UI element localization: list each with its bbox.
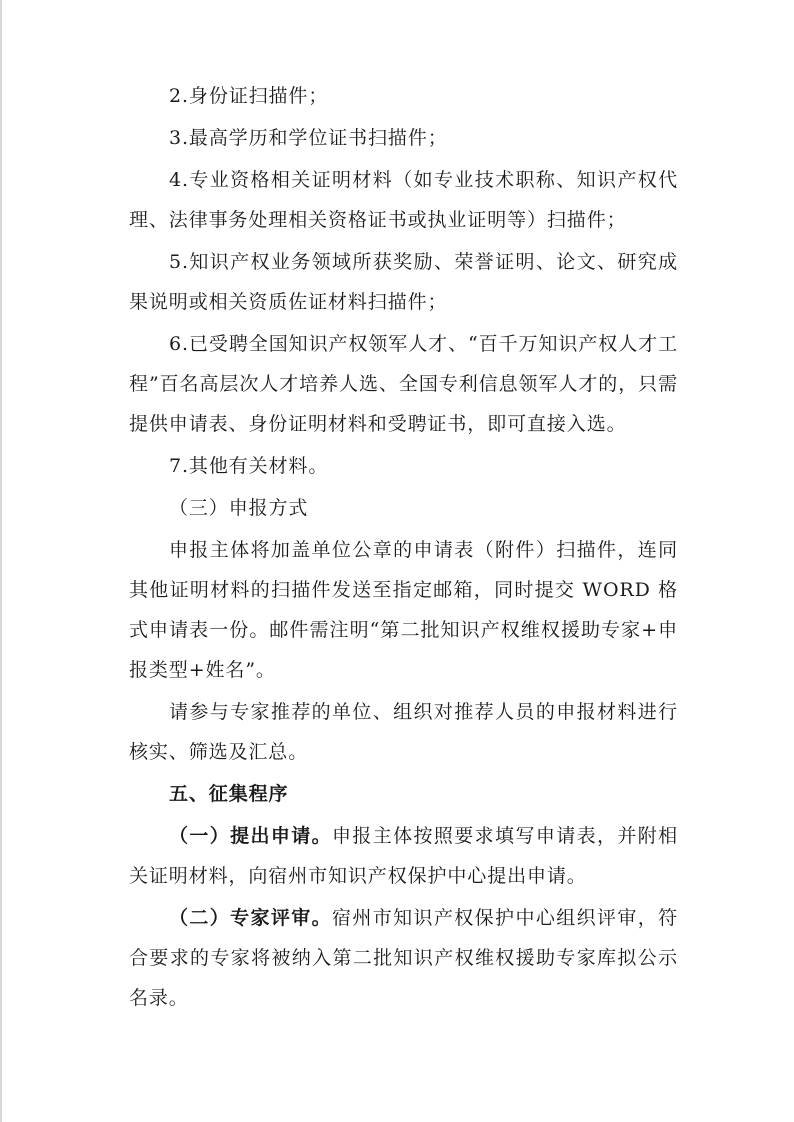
- paragraph-verification: 请参与专家推荐的单位、组织对推荐人员的申报材料进行核实、筛选及汇总。: [129, 701, 678, 763]
- step-lead-review: （二）专家评审。: [169, 907, 333, 929]
- paragraph-step-review: [129, 898, 678, 1018]
- list-item-other-materials: 7.其他有关材料。: [169, 455, 329, 477]
- list-item-id-scan: 2.身份证扫描件；: [169, 85, 329, 107]
- list-item-qualification-scan: 4.专业资格相关证明材料（如专业技术职称、知识产权代理、法律事务处理相关资格证书或执业证明等）扫描件；: [129, 169, 678, 231]
- section-heading-procedure: 五、征集程序: [169, 783, 289, 805]
- step-lead-application: （一）提出申请。: [169, 825, 333, 847]
- list-item-awards-scan: 5.知识产权业务领域所获奖励、荣誉证明、论文、研究成果说明或相关资质佐证材料扫描件；: [129, 251, 678, 313]
- step-body-application: 申报主体按照要求填写申请表，并附相关证明材料，向宿州市知识产权保护中心提出申请。: [129, 825, 678, 887]
- list-item-direct-selection: 6.已受聘全国知识产权领军人才、“百千万知识产权人才工程”百名高层次人才培养人选、全国专利信息领军人才的，只需提供申请表、身份证明材料和受聘证书，即可直接入选。: [129, 333, 678, 435]
- paragraph-submission: 申报主体将加盖单位公章的申请表（附件）扫描件，连同其他证明材料的扫描件发送至指定邮箱，同时提交 WORD 格式申请表一份。邮件需注明“第二批知识产权维权援助专家+申报类型+姓名”。: [129, 539, 678, 681]
- list-item-degree-scan: 3.最高学历和学位证书扫描件；: [169, 127, 448, 149]
- paragraph-step-application: [129, 816, 678, 896]
- step-body-review: 宿州市知识产权保护中心组织评审，符合要求的专家将被纳入第二批知识产权维权援助专家库拟公示名录。: [129, 907, 678, 1009]
- subheading-application-method: （三）申报方式: [169, 497, 309, 519]
